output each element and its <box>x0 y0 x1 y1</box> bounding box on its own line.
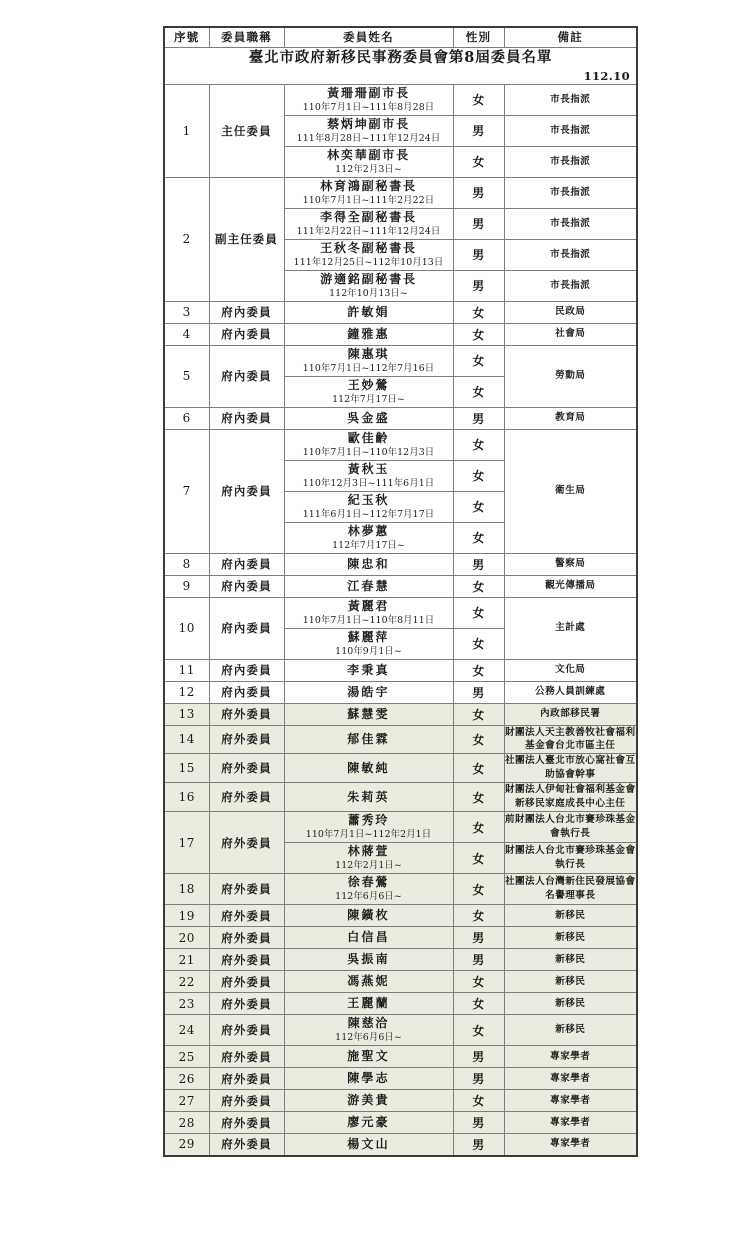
cell-remark: 社團法人台灣新住民發展協會名譽理事長 <box>504 874 637 905</box>
cell-sex: 女 <box>453 323 504 345</box>
table-row <box>164 754 637 783</box>
cell-seq: 2 <box>164 177 209 301</box>
cell-remark: 市長指派 <box>504 146 637 177</box>
member-name-text: 朱莉英 <box>347 789 390 804</box>
cell-job-title: 府外委員 <box>209 1134 284 1156</box>
cell-remark: 前財團法人台北市賽珍珠基金會執行長 <box>504 812 637 843</box>
cell-seq: 8 <box>164 553 209 575</box>
cell-seq: 3 <box>164 301 209 323</box>
member-name-text: 江春慧 <box>347 578 390 593</box>
member-term-text: 110年7月1日~112年7月16日 <box>302 362 435 374</box>
title-row <box>164 48 637 85</box>
member-term-text: 112年2月3日~ <box>335 163 402 175</box>
cell-member-name <box>284 460 453 491</box>
member-term-text: 112年6月6日~ <box>335 1032 402 1044</box>
table-row <box>164 1068 637 1090</box>
cell-member-name <box>284 208 453 239</box>
header-row <box>164 27 637 48</box>
cell-seq: 19 <box>164 905 209 927</box>
table-row <box>164 703 637 725</box>
member-name-text: 施聖文 <box>347 1049 390 1063</box>
member-term-text: 111年12月25日~112年10月13日 <box>293 256 444 268</box>
member-name-text: 蘇慧雯 <box>347 706 390 721</box>
member-term-text: 112年7月17日~ <box>332 539 405 551</box>
cell-member-name <box>284 971 453 993</box>
cell-seq: 6 <box>164 407 209 429</box>
cell-remark: 財團法人台北市賽珍珠基金會執行長 <box>504 843 637 874</box>
table-row <box>164 1046 637 1068</box>
cell-member-name <box>284 628 453 659</box>
cell-sex: 女 <box>453 522 504 553</box>
cell-job-title: 府外委員 <box>209 949 284 971</box>
cell-member-name <box>284 177 453 208</box>
cell-sex: 女 <box>453 345 504 376</box>
cell-job-title: 府外委員 <box>209 993 284 1015</box>
cell-member-name <box>284 491 453 522</box>
cell-seq: 24 <box>164 1015 209 1046</box>
header-sex: 性別 <box>453 27 504 48</box>
member-name-text: 游適銘副秘書長 <box>320 271 417 286</box>
cell-sex: 女 <box>453 301 504 323</box>
cell-remark: 民政局 <box>504 301 637 323</box>
cell-sex: 女 <box>453 905 504 927</box>
table-row <box>164 429 637 460</box>
table-row <box>164 993 637 1015</box>
header-job-title: 委員職稱 <box>209 27 284 48</box>
cell-job-title: 府外委員 <box>209 703 284 725</box>
cell-remark: 專家學者 <box>504 1134 637 1156</box>
cell-job-title: 府內委員 <box>209 301 284 323</box>
cell-sex: 女 <box>453 725 504 754</box>
member-name-text: 白信昌 <box>347 930 390 944</box>
member-term-text: 111年8月28日~111年12月24日 <box>296 132 441 144</box>
cell-remark: 新移民 <box>504 993 637 1015</box>
cell-sex: 女 <box>453 491 504 522</box>
table-row <box>164 1015 637 1046</box>
cell-job-title: 府內委員 <box>209 681 284 703</box>
cell-remark: 社團法人臺北市放心窩社會互助協會幹事 <box>504 754 637 783</box>
member-name-text: 馮燕妮 <box>347 974 390 988</box>
member-name-text: 廖元豪 <box>347 1115 390 1129</box>
member-term-text: 110年7月1日~112年2月1日 <box>305 829 432 841</box>
table-row <box>164 971 637 993</box>
table-row <box>164 927 637 949</box>
cell-member-name <box>284 553 453 575</box>
cell-sex: 男 <box>453 553 504 575</box>
cell-member-name <box>284 725 453 754</box>
cell-remark: 警察局 <box>504 553 637 575</box>
cell-sex: 女 <box>453 146 504 177</box>
cell-remark: 新移民 <box>504 971 637 993</box>
member-name-text: 吳振南 <box>347 952 390 966</box>
table-row <box>164 1090 637 1112</box>
table-row <box>164 553 637 575</box>
cell-remark: 文化局 <box>504 659 637 681</box>
cell-member-name <box>284 783 453 812</box>
cell-seq: 20 <box>164 927 209 949</box>
cell-sex: 女 <box>453 843 504 874</box>
cell-job-title: 府內委員 <box>209 429 284 553</box>
committee-roster-table <box>163 26 638 1157</box>
cell-job-title: 府外委員 <box>209 783 284 812</box>
header-name: 委員姓名 <box>284 27 453 48</box>
cell-remark: 專家學者 <box>504 1046 637 1068</box>
cell-sex: 女 <box>453 597 504 628</box>
cell-member-name <box>284 597 453 628</box>
cell-remark: 市長指派 <box>504 84 637 115</box>
member-name-text: 陳鐄枚 <box>347 908 390 922</box>
member-term-text: 112年6月6日~ <box>335 891 402 903</box>
cell-job-title: 府內委員 <box>209 553 284 575</box>
member-term-text: 110年7月1日~111年8月28日 <box>302 101 435 113</box>
cell-job-title: 府外委員 <box>209 874 284 905</box>
member-name-text: 蔡炳坤副市長 <box>327 116 410 131</box>
member-name-text: 陳敏純 <box>347 760 390 775</box>
member-name-text: 楊文山 <box>347 1136 390 1151</box>
cell-member-name <box>284 1090 453 1112</box>
cell-seq: 18 <box>164 874 209 905</box>
member-name-text: 林奕華副市長 <box>327 147 410 162</box>
cell-member-name <box>284 146 453 177</box>
cell-seq: 9 <box>164 575 209 597</box>
cell-sex: 女 <box>453 993 504 1015</box>
cell-job-title: 府外委員 <box>209 754 284 783</box>
cell-member-name <box>284 905 453 927</box>
cell-remark: 觀光傳播局 <box>504 575 637 597</box>
cell-remark: 專家學者 <box>504 1090 637 1112</box>
cell-job-title: 府內委員 <box>209 659 284 681</box>
cell-sex: 男 <box>453 927 504 949</box>
cell-member-name <box>284 703 453 725</box>
table-row <box>164 1112 637 1134</box>
cell-seq: 23 <box>164 993 209 1015</box>
cell-remark: 公務人員訓練處 <box>504 681 637 703</box>
document-date: 112.10 <box>583 68 630 83</box>
cell-member-name <box>284 1068 453 1090</box>
header-seq: 序號 <box>164 27 209 48</box>
member-term-text: 110年7月1日~110年8月11日 <box>302 614 435 626</box>
member-name-text: 陳慈洽 <box>347 1016 390 1031</box>
cell-sex: 男 <box>453 949 504 971</box>
table-row <box>164 1134 637 1156</box>
cell-sex: 女 <box>453 84 504 115</box>
member-name-text: 蘇麗萍 <box>347 629 390 644</box>
cell-seq: 5 <box>164 345 209 407</box>
cell-job-title: 府外委員 <box>209 725 284 754</box>
cell-sex: 女 <box>453 628 504 659</box>
cell-job-title: 主任委員 <box>209 84 284 177</box>
cell-remark: 市長指派 <box>504 177 637 208</box>
cell-remark: 新移民 <box>504 927 637 949</box>
header-remark: 備註 <box>504 27 637 48</box>
cell-remark: 市長指派 <box>504 239 637 270</box>
cell-sex: 男 <box>453 407 504 429</box>
member-name-text: 王麗蘭 <box>347 996 390 1010</box>
cell-seq: 13 <box>164 703 209 725</box>
cell-sex: 女 <box>453 1015 504 1046</box>
table-row <box>164 575 637 597</box>
cell-sex: 女 <box>453 754 504 783</box>
cell-sex: 男 <box>453 239 504 270</box>
cell-member-name <box>284 1134 453 1156</box>
cell-seq: 21 <box>164 949 209 971</box>
cell-seq: 15 <box>164 754 209 783</box>
member-name-text: 許敏娟 <box>347 304 390 319</box>
cell-sex: 女 <box>453 812 504 843</box>
cell-sex: 女 <box>453 874 504 905</box>
member-name-text: 陳忠和 <box>347 556 390 571</box>
cell-remark: 新移民 <box>504 905 637 927</box>
cell-member-name <box>284 993 453 1015</box>
cell-sex: 男 <box>453 1046 504 1068</box>
member-name-text: 黃麗君 <box>347 598 390 613</box>
table-body <box>164 84 637 1155</box>
cell-sex: 男 <box>453 1112 504 1134</box>
cell-job-title: 府內委員 <box>209 575 284 597</box>
table-header <box>164 27 637 48</box>
cell-member-name <box>284 84 453 115</box>
cell-seq: 11 <box>164 659 209 681</box>
member-name-text: 王妙鶯 <box>347 377 390 392</box>
cell-member-name <box>284 843 453 874</box>
cell-job-title: 府內委員 <box>209 345 284 407</box>
cell-job-title: 府內委員 <box>209 323 284 345</box>
member-name-text: 林育鴻副秘書長 <box>320 178 417 193</box>
member-term-text: 111年6月1日~112年7月17日 <box>302 508 435 520</box>
cell-job-title: 府外委員 <box>209 812 284 874</box>
table-row <box>164 659 637 681</box>
title-cell <box>164 48 637 85</box>
table-row <box>164 874 637 905</box>
member-name-text: 陳惠琪 <box>347 346 390 361</box>
cell-member-name <box>284 754 453 783</box>
member-name-text: 李秉真 <box>347 662 390 677</box>
cell-sex: 男 <box>453 1134 504 1156</box>
cell-job-title: 府外委員 <box>209 1046 284 1068</box>
member-term-text: 110年12月3日~111年6月1日 <box>302 477 435 489</box>
cell-seq: 1 <box>164 84 209 177</box>
member-term-text: 111年2月22日~111年12月24日 <box>296 225 441 237</box>
cell-sex: 女 <box>453 971 504 993</box>
cell-job-title: 府外委員 <box>209 1015 284 1046</box>
member-name-text: 王秋冬副秘書長 <box>320 240 417 255</box>
cell-member-name <box>284 407 453 429</box>
cell-job-title: 府外委員 <box>209 1112 284 1134</box>
cell-seq: 10 <box>164 597 209 659</box>
member-term-text: 110年7月1日~111年2月22日 <box>302 194 435 206</box>
member-name-text: 郁佳霖 <box>347 731 390 746</box>
cell-member-name <box>284 949 453 971</box>
cell-member-name <box>284 1046 453 1068</box>
cell-seq: 12 <box>164 681 209 703</box>
cell-sex: 男 <box>453 681 504 703</box>
cell-sex: 女 <box>453 460 504 491</box>
member-name-text: 陳學志 <box>347 1071 390 1085</box>
cell-seq: 25 <box>164 1046 209 1068</box>
cell-member-name <box>284 1015 453 1046</box>
cell-seq: 16 <box>164 783 209 812</box>
cell-seq: 7 <box>164 429 209 553</box>
cell-job-title: 府內委員 <box>209 597 284 659</box>
cell-sex: 女 <box>453 659 504 681</box>
table-row <box>164 323 637 345</box>
cell-member-name <box>284 301 453 323</box>
cell-remark: 財團法人伊甸社會福利基金會新移民家庭成長中心主任 <box>504 783 637 812</box>
cell-remark: 主計處 <box>504 597 637 659</box>
cell-sex: 女 <box>453 703 504 725</box>
member-name-text: 湯皓宇 <box>347 684 390 699</box>
cell-seq: 17 <box>164 812 209 874</box>
member-term-text: 110年9月1日~ <box>335 645 402 657</box>
cell-member-name <box>284 927 453 949</box>
cell-seq: 14 <box>164 725 209 754</box>
member-name-text: 黃珊珊副市長 <box>327 85 410 100</box>
cell-member-name <box>284 345 453 376</box>
cell-sex: 男 <box>453 177 504 208</box>
cell-remark: 市長指派 <box>504 270 637 301</box>
cell-remark: 專家學者 <box>504 1112 637 1134</box>
table-row <box>164 812 637 843</box>
cell-member-name <box>284 1112 453 1134</box>
member-name-text: 黃秋玉 <box>347 461 390 476</box>
cell-member-name <box>284 874 453 905</box>
cell-member-name <box>284 376 453 407</box>
cell-seq: 22 <box>164 971 209 993</box>
cell-member-name <box>284 522 453 553</box>
cell-remark: 衛生局 <box>504 429 637 553</box>
member-name-text: 李得全副秘書長 <box>320 209 417 224</box>
cell-member-name <box>284 115 453 146</box>
cell-sex: 男 <box>453 115 504 146</box>
member-name-text: 徐春鶯 <box>347 875 390 890</box>
member-name-text: 鐘雅惠 <box>347 326 390 341</box>
cell-remark: 內政部移民署 <box>504 703 637 725</box>
cell-job-title: 府外委員 <box>209 971 284 993</box>
cell-member-name <box>284 239 453 270</box>
cell-remark: 勞動局 <box>504 345 637 407</box>
cell-sex: 女 <box>453 1090 504 1112</box>
table-row <box>164 597 637 628</box>
page-title: 臺北市政府新移民事務委員會第8屆委員名單 <box>248 49 553 66</box>
cell-remark: 財團法人天主教善牧社會福利基金會台北市區主任 <box>504 725 637 754</box>
cell-member-name <box>284 270 453 301</box>
cell-sex: 女 <box>453 575 504 597</box>
table-row <box>164 949 637 971</box>
cell-seq: 26 <box>164 1068 209 1090</box>
member-term-text: 112年7月17日~ <box>332 393 405 405</box>
cell-job-title: 府外委員 <box>209 927 284 949</box>
cell-remark: 社會局 <box>504 323 637 345</box>
cell-seq: 27 <box>164 1090 209 1112</box>
cell-sex: 女 <box>453 783 504 812</box>
cell-sex: 男 <box>453 1068 504 1090</box>
cell-sex: 女 <box>453 376 504 407</box>
cell-sex: 女 <box>453 429 504 460</box>
cell-remark: 市長指派 <box>504 115 637 146</box>
cell-remark: 專家學者 <box>504 1068 637 1090</box>
cell-sex: 男 <box>453 208 504 239</box>
cell-seq: 4 <box>164 323 209 345</box>
cell-job-title: 府外委員 <box>209 1090 284 1112</box>
table-row <box>164 905 637 927</box>
member-name-text: 歐佳齡 <box>347 430 390 445</box>
member-term-text: 110年7月1日~110年12月3日 <box>302 446 435 458</box>
cell-member-name <box>284 429 453 460</box>
cell-remark: 新移民 <box>504 1015 637 1046</box>
table-row <box>164 783 637 812</box>
cell-member-name <box>284 323 453 345</box>
cell-job-title: 府內委員 <box>209 407 284 429</box>
table-row <box>164 725 637 754</box>
member-name-text: 林蔣萱 <box>347 844 390 859</box>
cell-remark: 教育局 <box>504 407 637 429</box>
cell-remark: 新移民 <box>504 949 637 971</box>
cell-seq: 28 <box>164 1112 209 1134</box>
table-row <box>164 84 637 115</box>
cell-member-name <box>284 681 453 703</box>
member-name-text: 游美貴 <box>347 1093 390 1107</box>
cell-job-title: 府外委員 <box>209 1068 284 1090</box>
cell-sex: 男 <box>453 270 504 301</box>
table-row <box>164 345 637 376</box>
member-name-text: 林夢蕙 <box>347 523 390 538</box>
cell-member-name <box>284 812 453 843</box>
member-term-text: 112年10月13日~ <box>329 287 408 299</box>
cell-member-name <box>284 659 453 681</box>
cell-seq: 29 <box>164 1134 209 1156</box>
cell-remark: 市長指派 <box>504 208 637 239</box>
member-term-text: 112年2月1日~ <box>335 860 402 872</box>
table-row <box>164 301 637 323</box>
cell-job-title: 府外委員 <box>209 905 284 927</box>
table-row <box>164 177 637 208</box>
member-name-text: 蕭秀玲 <box>347 813 390 828</box>
table-row <box>164 681 637 703</box>
table-row <box>164 407 637 429</box>
member-name-text: 紀玉秋 <box>347 492 390 507</box>
cell-member-name <box>284 575 453 597</box>
member-name-text: 吳金盛 <box>347 410 390 425</box>
cell-job-title: 副主任委員 <box>209 177 284 301</box>
